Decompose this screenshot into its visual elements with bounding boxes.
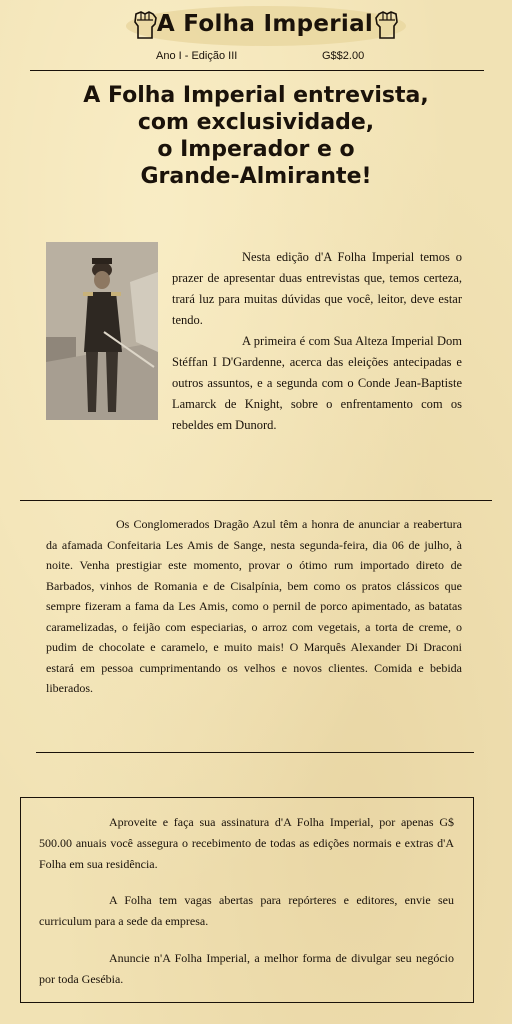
section-divider [20, 500, 492, 501]
headline-line: o Imperador e o [157, 137, 355, 162]
lead-paragraph: Nesta edição d'A Folha Imperial temos o prazer de apresentar duas entrevistas que, temos certeza, trará luz para muitas dúvidas que você, leitor, deve estar tendo. [172, 250, 462, 327]
headline-line: com exclusividade, [137, 110, 375, 135]
subscription-notice: Aproveite e faça sua assinatura d'A Folha Imperial, por apenas G$ 500.00 anuais você assegura o recebimento de todas as edições normais e extras d'A Folha em sua residência. [39, 815, 454, 871]
lead-story [46, 247, 462, 436]
job-notice: A Folha tem vagas abertas para repórteres e editores, envie seu curriculum para a sede da empresa. [39, 893, 454, 928]
masthead-title: A Folha Imperial [156, 11, 374, 37]
price-label: G$$2.00 [322, 50, 365, 62]
masthead-divider [30, 70, 484, 71]
headline-line: A Folha Imperial entrevista, [83, 83, 429, 108]
section-divider [36, 752, 474, 753]
promo-article: Os Conglomerados Dragão Azul têm a honra de anunciar a reabertura da afamada Confeitaria Les Amis de Sange, nesta segunda-feira, dia 06 de julho, à noite. Venha prestigiar este momento, provar o ótimo rum importado direto de Barbados, vinhos de Romania e de Cisalpínia, bem como os pratos clássicos que sempre fizeram a fama da Les Amis, como o pernil de porco apimentado, as batatas caramelizadas, o feijão com especiarias, o arroz com vegetais, a torta de creme, o pudim de chocolate e caramelo, e muito mais! O Marquês Alexander Di Draconi estará em pessoa cumprimentando os velhos e novos clientes. Comida e bebida liberados. [46, 517, 462, 695]
main-headline [20, 82, 492, 190]
advertise-notice: Anuncie n'A Folha Imperial, a melhor forma de divulgar seu negócio por toda Gesébia. [39, 951, 454, 986]
raised-fist-icon-right [372, 8, 400, 40]
headline-line: Grande-Almirante! [140, 164, 372, 189]
edition-label: Ano I - Edição III [156, 50, 238, 62]
lead-paragraph: A primeira é com Sua Alteza Imperial Dom Stéffan I D'Gardenne, acerca das eleições antecipadas e outros assuntos, e a segunda com o Conde Jean-Baptiste Lamarck de Knight, sobre o enfrentamento com os rebeldes em Dunord. [172, 334, 462, 432]
classified-box [20, 797, 474, 1003]
masthead [0, 0, 512, 70]
